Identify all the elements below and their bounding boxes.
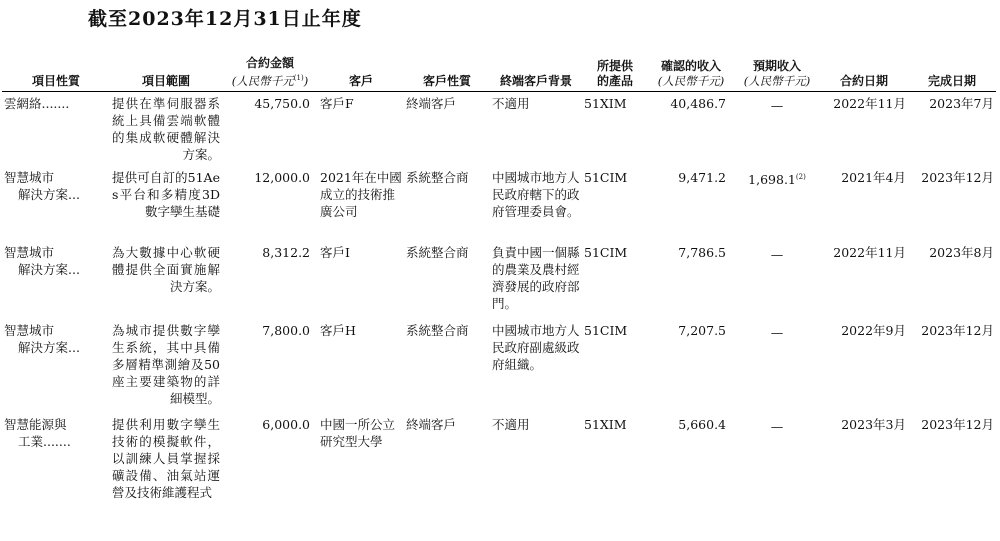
cell-completion-date: 2023年12月	[921, 322, 994, 338]
header-expected	[734, 56, 820, 91]
expected-value: —	[770, 246, 784, 262]
cell-expected	[734, 166, 820, 241]
header-amount	[222, 56, 318, 91]
nature-line2: 解決方案...	[18, 261, 80, 277]
cell-nature	[2, 91, 110, 166]
section-title: 截至2023年12月31日止年度	[88, 8, 362, 30]
cell-contract-date: 2023年3月	[841, 416, 906, 432]
cell-customer: 客戶I	[320, 244, 350, 260]
cell-contract-date: 2021年4月	[841, 169, 906, 185]
cell-expected	[734, 413, 820, 501]
cell-nature	[2, 241, 110, 319]
header-end-customer: 終端客戶背景	[490, 56, 582, 91]
nature-line1: 智慧城市	[4, 169, 55, 185]
header-scope: 項目範圍	[110, 56, 222, 91]
cell-expected	[734, 91, 820, 166]
cell-recognized: 9,471.2	[678, 169, 726, 185]
cell-nature	[2, 319, 110, 413]
cell-recognized: 7,207.5	[678, 322, 726, 338]
cell-recognized: 40,486.7	[670, 95, 726, 111]
cell-customer: 中國一所公立研究型大學	[320, 416, 396, 449]
cell-expected	[734, 241, 820, 319]
cell-product: 51XIM	[584, 95, 627, 111]
cell-scope: 提供利用數字孿生技術的模擬軟件，以訓練人員掌握採礦設備、油氣站運營及技術維護程式	[112, 416, 220, 500]
cell-customer: 2021年在中國成立的技術推廣公司	[320, 169, 402, 219]
cell-end-customer: 中國城市地方人民政府轄下的政府管理委員會。	[492, 169, 580, 219]
header-amount-label: 合約金額	[245, 56, 294, 70]
cell-amount: 8,312.2	[262, 244, 310, 260]
header-amount-note: (1)	[293, 74, 304, 82]
table-row	[2, 91, 996, 166]
cell-amount: 12,000.0	[254, 169, 310, 185]
cell-product: 51XIM	[584, 416, 627, 432]
cell-completion-date: 2023年8月	[929, 244, 994, 260]
cell-customer: 客戶F	[320, 95, 354, 111]
header-contract-date: 合約日期	[820, 56, 908, 91]
cell-scope: 提供可自訂的51Aes平台和多精度3D數字孿生基礎	[112, 169, 220, 219]
nature-line1: 智慧能源與	[4, 416, 67, 432]
cell-scope: 為城市提供數字孿生系統，其中具備多層精準測繪及50座主要建築物的詳細模型。	[112, 322, 220, 406]
nature-line2: 解決方案...	[18, 339, 80, 355]
cell-end-customer: 中國城市地方人民政府副處級政府組織。	[492, 322, 580, 372]
cell-nature	[2, 166, 110, 241]
cell-contract-date: 2022年11月	[833, 95, 906, 111]
nature-line2: 工業.......	[18, 433, 71, 449]
cell-customer-type: 系統整合商	[406, 169, 469, 185]
cell-nature	[2, 413, 110, 501]
header-customer-type: 客戶性質	[404, 56, 490, 91]
header-amount-unit: ( 人民幣千元$^{(1)}$ )	[224, 71, 316, 89]
cell-recognized: 5,660.4	[678, 416, 726, 432]
nature-line1: 智慧城市	[4, 322, 55, 338]
cell-amount: 6,000.0	[262, 416, 310, 432]
header-expected-label: 預期收入	[752, 58, 801, 73]
cell-contract-date: 2022年9月	[841, 322, 906, 338]
cell-end-customer: 負責中國一個縣的農業及農村經濟發展的政府部門。	[492, 244, 580, 311]
header-nature: 項目性質	[2, 56, 110, 91]
expected-value: 1,698.1	[748, 171, 796, 187]
header-product-line2: 的產品	[596, 73, 633, 88]
cell-end-customer: 不適用	[492, 416, 530, 432]
header-completion-date: 完成日期	[908, 56, 996, 91]
cell-expected	[734, 319, 820, 413]
expected-value: —	[770, 324, 784, 340]
nature-line1: 雲網絡.......	[4, 95, 70, 111]
table-row	[2, 241, 996, 319]
table-row	[2, 413, 996, 501]
cell-customer-type: 系統整合商	[406, 244, 469, 260]
cell-scope: 提供在準伺服器系統上具備雲端軟體的集成軟硬體解決方案。	[112, 95, 220, 162]
cell-scope: 為大數據中心軟硬體提供全面實施解決方案。	[112, 244, 220, 294]
cell-end-customer: 不適用	[492, 95, 530, 111]
header-customer: 客戶	[318, 56, 404, 91]
expected-value: —	[770, 418, 784, 434]
cell-customer-type: 系統整合商	[406, 322, 469, 338]
header-recognized-unit: ( 人民幣千元 )	[650, 74, 732, 89]
cell-customer: 客戶H	[320, 322, 356, 338]
cell-product: 51CIM	[584, 322, 628, 338]
table-row	[2, 166, 996, 241]
cell-product: 51CIM	[584, 244, 628, 260]
contracts-table	[2, 56, 996, 501]
nature-line1: 智慧城市	[4, 244, 55, 260]
header-recognized	[648, 56, 734, 91]
header-expected-unit: ( 人民幣千元 )	[736, 74, 818, 89]
header-product-line1: 所提供	[596, 58, 633, 73]
table-header-row	[2, 56, 996, 91]
cell-amount: 7,800.0	[262, 322, 310, 338]
expected-note: (2)	[795, 172, 806, 181]
cell-recognized: 7,786.5	[678, 244, 726, 260]
cell-completion-date: 2023年7月	[929, 95, 994, 111]
cell-completion-date: 2023年12月	[921, 169, 994, 185]
nature-line2: 解決方案...	[18, 186, 80, 202]
cell-product: 51CIM	[584, 169, 628, 185]
cell-amount: 45,750.0	[254, 95, 310, 111]
expected-value: —	[770, 97, 784, 113]
cell-customer-type: 終端客戶	[406, 416, 457, 432]
header-product	[582, 56, 648, 91]
table-row	[2, 319, 996, 413]
header-recognized-label: 確認的收入	[660, 58, 721, 73]
cell-completion-date: 2023年12月	[921, 416, 994, 432]
cell-contract-date: 2022年11月	[833, 244, 906, 260]
cell-customer-type: 終端客戶	[406, 95, 457, 111]
